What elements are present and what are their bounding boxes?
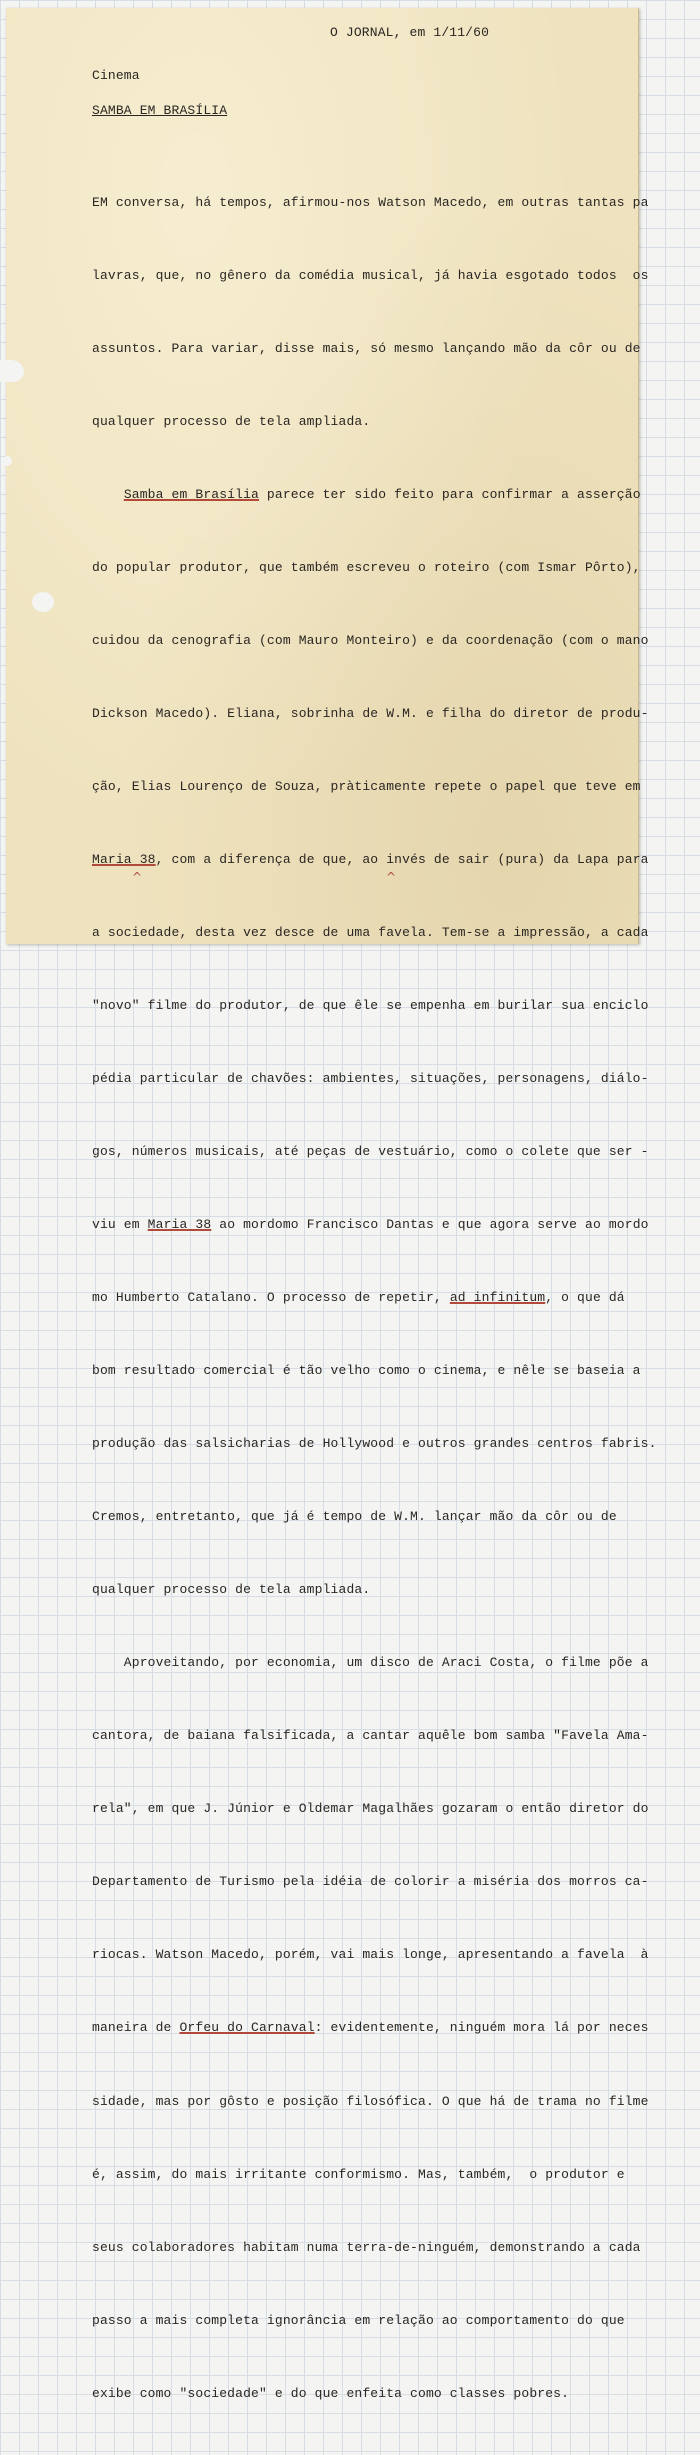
body-line-start: viu em [92, 1217, 148, 1233]
body-line-start: maneira de [92, 2020, 180, 2036]
body-line: do popular produtor, que também escreveu o roteiro (com Ismar Pôrto), [92, 559, 641, 575]
body-line: pédia particular de chavões: ambientes, situações, personagens, diálo- [92, 1071, 649, 1087]
body-line-rest: parece ter sido feito para confirmar a asserção [258, 486, 641, 502]
body-line: Aproveitando, por economia, um disco de Araci Costa, o filme põe a [92, 1655, 649, 1671]
film-title-underlined: Orfeu do Carnaval [179, 2020, 315, 2036]
punch-hole [32, 592, 54, 612]
body-line-start: mo Humberto Catalano. O processo de repetir, [92, 1290, 450, 1306]
body-line-with-title-ref [92, 848, 657, 872]
body-line: qualquer processo de tela ampliada. [92, 1582, 371, 1598]
body-line: Dickson Macedo). Eliana, sobrinha de W.M. e filha do diretor de produ- [92, 705, 649, 721]
body-line: rela", em que J. Júnior e Oldemar Magalhães gozaram o então diretor do [92, 1801, 649, 1817]
typewritten-page [6, 8, 657, 2401]
body-line: riocas. Watson Macedo, porém, vai mais longe, apresentando a favela à [92, 1947, 649, 1963]
article-title: SAMBA EM BRASÍLIA [92, 103, 228, 118]
body-line: cuidou da cenografia (com Mauro Monteiro) e da coordenação (com o mano [92, 632, 649, 648]
body-line-rest: : evidentemente, ninguém mora lá por neces [314, 2020, 649, 2036]
handwritten-correction-mark: ^ [132, 870, 143, 884]
film-title-underlined: Maria 38 [92, 851, 156, 867]
body-line: Cremos, entretanto, que já é tempo de W.M. lançar mão da côr ou de [92, 1509, 617, 1525]
film-title-underlined: Maria 38 [147, 1217, 212, 1233]
body-line-with-title-ref [92, 2016, 657, 2040]
body-line: "novo" filme do produtor, de que êle se empenha em burilar sua enciclo [92, 998, 649, 1014]
body-line: EM conversa, há tempos, afirmou-nos Watson Macedo, em outras tantas pa [92, 194, 649, 210]
latin-phrase-underlined: ad infinitum [449, 1290, 546, 1306]
body-line: bom resultado comercial é tão velho como o cinema, e nêle se baseia a [92, 1363, 641, 1379]
body-line: lavras, que, no gênero da comédia musical, já havia esgotado todos os [92, 267, 649, 283]
body-line: cantora, de baiana falsificada, a cantar aquêle bom samba "Favela Ama- [92, 1728, 649, 1744]
body-line: ção, Elias Lourenço de Souza, pràticamente repete o papel que teve em [92, 778, 641, 794]
torn-edge [2, 456, 12, 466]
body-line: gos, números musicais, até peças de vestuário, como o colete que ser - [92, 1144, 649, 1160]
film-title-underlined: Samba em Brasília [123, 486, 259, 502]
article-body [92, 142, 657, 2455]
body-line: passo a mais completa ignorância em relação ao comportamento do que [92, 2312, 625, 2328]
body-line: produção das salsicharias de Hollywood e outros grandes centros fabris. [92, 1436, 657, 1452]
indent [92, 487, 124, 502]
body-line: a sociedade, desta vez desce de uma favela. Tem-se a impressão, a cada [92, 925, 649, 940]
body-line-rest: ao mordomo Francisco Dantas e que agora serve ao mordo [211, 1217, 649, 1233]
body-line: qualquer processo de tela ampliada. [92, 413, 371, 429]
handwritten-correction-mark: ^ [386, 870, 397, 884]
body-line: exibe como "sociedade" e do que enfeita como classes pobres. [92, 2385, 570, 2401]
body-line-with-title-ref [92, 483, 657, 507]
body-line: é, assim, do mais irritante conformismo. Mas, também, o produtor e [92, 2166, 625, 2182]
body-line: assuntos. Para variar, disse mais, só mesmo lançando mão da côr ou de [92, 340, 641, 356]
body-line: sidade, mas por gôsto e posição filosófica. O que há de trama no filme [92, 2093, 649, 2109]
body-line-with-title-ref [92, 1213, 657, 1237]
torn-edge [0, 360, 24, 382]
body-line: Departamento de Turismo pela idéia de colorir a miséria dos morros ca- [92, 1874, 649, 1890]
body-line-rest: , com a diferença de que, ao invés de sair (pura) da Lapa para [155, 851, 649, 867]
page-header: O JORNAL, em 1/11/60 [330, 25, 490, 40]
section-label: Cinema [92, 68, 140, 83]
body-line: seus colaboradores habitam numa terra-de-ninguém, demonstrando a cada [92, 2239, 641, 2255]
body-line-with-latin [92, 1286, 657, 1310]
body-line-rest: , o que dá [545, 1290, 625, 1306]
